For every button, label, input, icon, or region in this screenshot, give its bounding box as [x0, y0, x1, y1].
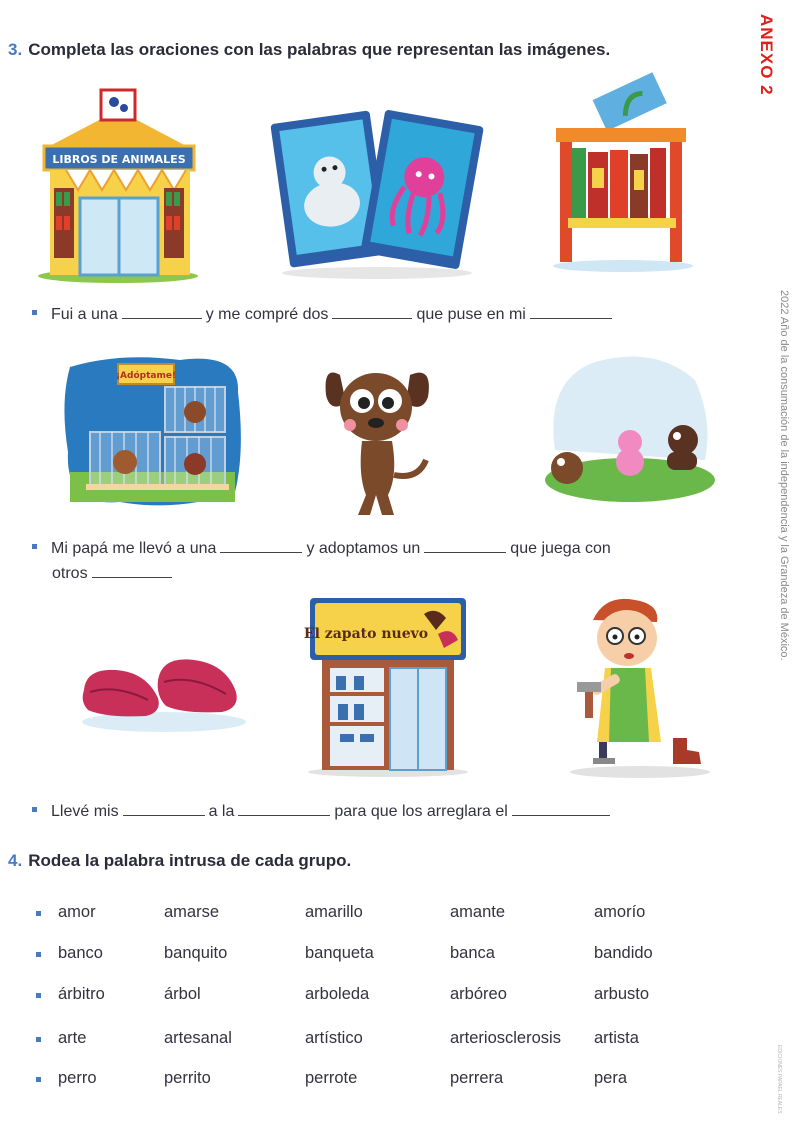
sentence-1: Fui a una y me compré dos que puse en mi — [32, 304, 616, 324]
two-books-illustration — [272, 105, 482, 280]
word-option[interactable]: amarillo — [305, 903, 363, 921]
bookstore-sign: LIBROS DE ANIMALES — [52, 153, 186, 166]
side-vertical-text: 2022 Año de la consumación de la independencia y la Grandeza de México. — [778, 290, 790, 661]
pet-shelter-illustration — [60, 352, 245, 512]
sentence-2: Mi papá me llevó a una y adoptamos un que juega con — [32, 538, 611, 558]
answer-blank[interactable] — [332, 304, 412, 319]
word-option[interactable]: arteriosclerosis — [450, 1029, 561, 1047]
word-option[interactable]: bandido — [594, 944, 653, 962]
bullet-icon — [36, 1077, 41, 1082]
bullet-icon — [32, 807, 37, 812]
section3-number: 3. — [8, 40, 23, 59]
word-option[interactable]: amante — [450, 903, 506, 921]
section4-heading — [8, 851, 351, 871]
bookstore-illustration — [36, 88, 201, 283]
answer-blank[interactable] — [122, 304, 202, 319]
word-option[interactable]: arbusto — [594, 985, 650, 1003]
word-option[interactable]: banca — [450, 944, 495, 962]
word-option[interactable]: perrito — [164, 1069, 211, 1087]
answer-blank[interactable] — [424, 538, 506, 553]
answer-blank[interactable] — [92, 563, 172, 578]
answer-blank[interactable] — [123, 801, 205, 816]
word-option[interactable]: artesanal — [164, 1029, 232, 1047]
word-option[interactable]: perrote — [305, 1069, 358, 1087]
word-option[interactable]: amorío — [594, 903, 646, 921]
dog-illustration — [318, 355, 438, 520]
answer-blank[interactable] — [238, 801, 330, 816]
answer-blank[interactable] — [530, 304, 612, 319]
annex-label: ANEXO 2 — [757, 14, 776, 96]
word-option[interactable]: banqueta — [305, 944, 374, 962]
shoe-store-illustration — [303, 596, 471, 778]
word-option[interactable]: arte — [58, 1029, 87, 1047]
bullet-icon — [36, 993, 41, 998]
word-option[interactable]: arbóreo — [450, 985, 507, 1003]
word-option[interactable]: artístico — [305, 1029, 363, 1047]
section4-number: 4. — [8, 851, 23, 870]
word-option[interactable]: árbitro — [58, 985, 105, 1003]
bullet-icon — [32, 310, 37, 315]
word-option[interactable]: banquito — [164, 944, 228, 962]
answer-blank[interactable] — [220, 538, 302, 553]
sentence-3: Llevé mis a la para que los arreglara el — [32, 801, 614, 821]
word-option[interactable]: arboleda — [305, 985, 370, 1003]
shoemaker-illustration — [565, 592, 715, 782]
word-option[interactable]: artista — [594, 1029, 639, 1047]
word-option[interactable]: banco — [58, 944, 103, 962]
sentence-2-continued: otros — [52, 563, 176, 583]
bullet-icon — [36, 1037, 41, 1042]
word-option[interactable]: perrera — [450, 1069, 504, 1087]
bullet-icon — [32, 544, 37, 549]
shoe-store-sign: El zapato nuevo — [303, 626, 429, 642]
word-option[interactable]: pera — [594, 1069, 628, 1087]
word-option[interactable]: amarse — [164, 903, 220, 921]
shoes-illustration — [76, 650, 251, 735]
section3-title: Completa las oraciones con las palabras que representan las imágenes. — [28, 40, 611, 59]
word-option[interactable]: árbol — [164, 985, 201, 1003]
word-option[interactable]: amor — [58, 903, 96, 921]
section3-heading — [8, 40, 610, 60]
answer-blank[interactable] — [512, 801, 610, 816]
dogs-playing-illustration — [535, 350, 710, 510]
section4-title: Rodea la palabra intrusa de cada grupo. — [28, 851, 352, 870]
bookshelf-illustration — [548, 78, 698, 273]
adopt-sign: ¡Adóptame! — [115, 371, 177, 381]
word-option[interactable]: perro — [58, 1069, 97, 1087]
bullet-icon — [36, 911, 41, 916]
side-small-text: EDICIONES PAPAEL REALES — [776, 1045, 782, 1114]
bullet-icon — [36, 952, 41, 957]
